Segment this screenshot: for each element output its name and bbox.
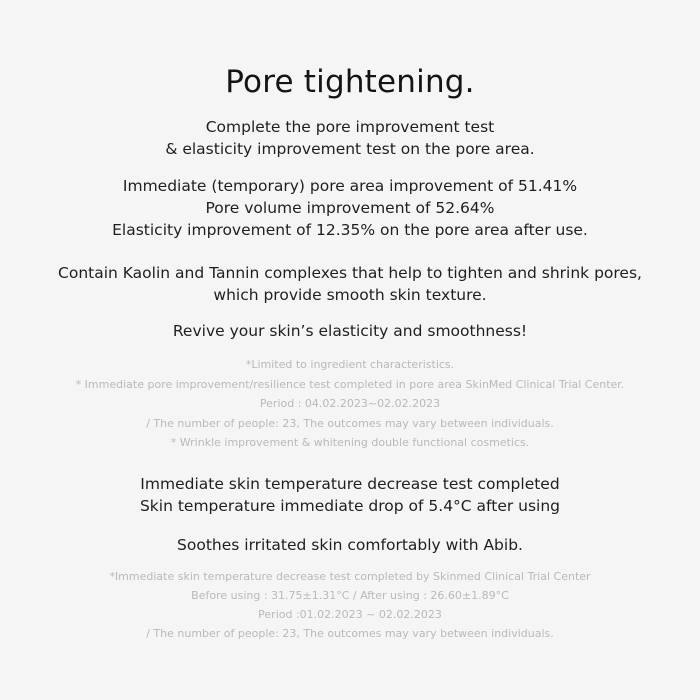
footnote-line: *Immediate skin temperature decrease test completed by Skinmed Clinical Trial Center — [109, 570, 591, 583]
footnote-line: Period :01.02.2023 ~ 02.02.2023 — [258, 608, 442, 621]
page-title: Pore tightening. — [225, 64, 475, 100]
text-line: & elasticity improvement test on the pore area. — [165, 140, 535, 158]
text-line: Soothes irritated skin comfortably with Abib. — [177, 536, 523, 554]
footnotes-pore — [0, 355, 700, 453]
footnote-line: Before using : 31.75±1.31°C / After using : 26.60±1.89°C — [191, 589, 509, 602]
text-line: Revive your skin’s elasticity and smoothness! — [172, 322, 528, 340]
footnote-line: / The number of people: 23, The outcomes may vary between individuals. — [146, 627, 554, 640]
ingredient-paragraph — [0, 262, 700, 306]
text-line: Skin temperature immediate drop of 5.4°C after using — [139, 497, 561, 515]
text-line: Elasticity improvement of 12.35% on the pore area after use. — [112, 221, 588, 239]
soothing-paragraph — [0, 534, 700, 556]
test-summary-paragraph — [0, 116, 700, 160]
footnote-line: * Wrinkle improvement & whitening double functional cosmetics. — [170, 436, 530, 449]
text-line: Complete the pore improvement test — [205, 118, 495, 136]
text-line: which provide smooth skin texture. — [213, 286, 487, 304]
footnotes-temperature — [0, 567, 700, 643]
text-line: Pore volume improvement of 52.64% — [205, 199, 495, 217]
tagline-paragraph — [0, 320, 700, 342]
footnote-line: / The number of people: 23, The outcomes may vary between individuals. — [146, 416, 554, 430]
footnote-line: Period : 04.02.2023~02.02.2023 — [259, 397, 441, 410]
text-line: Immediate (temporary) pore area improvement of 51.41% — [122, 177, 578, 195]
footnote-line: * Immediate pore improvement/resilience test completed in pore area SkinMed Clinical Trial Center. — [75, 377, 625, 391]
text-line: Immediate skin temperature decrease test completed — [140, 475, 560, 493]
text-line: Contain Kaolin and Tannin complexes that help to tighten and shrink pores, — [58, 264, 642, 282]
temperature-results-paragraph — [0, 473, 700, 517]
improvement-results-paragraph — [0, 175, 700, 241]
footnote-line: *Limited to ingredient characteristics. — [245, 358, 455, 371]
